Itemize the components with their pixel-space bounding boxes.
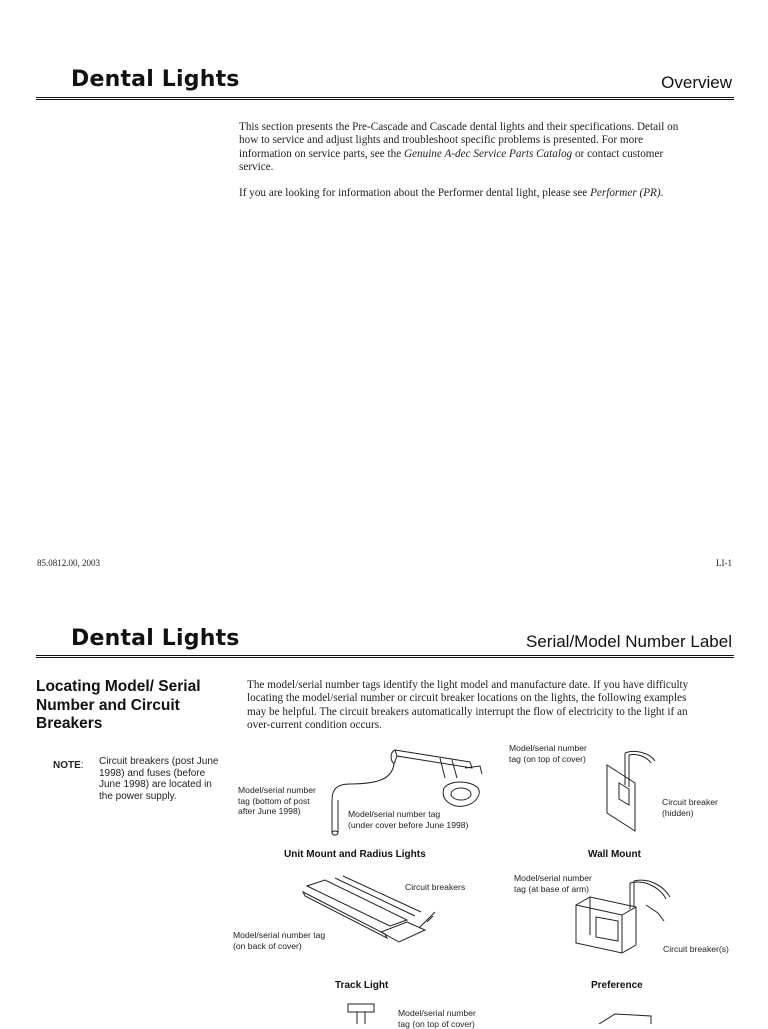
note-label: NOTE	[53, 760, 81, 771]
locating-heading: Locating Model/ Serial Number and Circuit Breakers	[36, 678, 201, 732]
preference-breaker-pointer	[646, 905, 664, 921]
page1-body	[239, 121, 679, 213]
unit-yoke	[440, 758, 457, 778]
page1-paragraph-1	[239, 121, 679, 174]
note-block	[53, 755, 84, 773]
page2-intro: The model/serial number tags identify the light model and manufacture date. If you have difficulty locating the model/serial number or circuit breaker locations on the lights, the following examples may be helpful. The circuit breakers automatically interrupt the flow of electricity to the light if an over-current condition occurs.	[247, 679, 689, 731]
note-text: Circuit breakers (post June 1998) and fuses (before June 1998) are located in the power supply.	[99, 756, 219, 802]
bottom-post-cap	[348, 1004, 374, 1012]
wall-arm	[625, 751, 655, 787]
bottom-cover-illustration	[595, 1010, 655, 1024]
unit-light-head	[443, 782, 479, 806]
wall-plate	[607, 765, 635, 831]
para1-text-b: or contact customer service.	[239, 147, 664, 173]
para2-text-b: .	[660, 187, 664, 200]
unit-mount-caption: Unit Mount and Radius Lights	[284, 849, 426, 860]
unit-handle	[465, 766, 482, 774]
page2-section-title: Serial/Model Number Label	[526, 632, 732, 651]
para1-text-a: This section presents the Pre-Cascade and Cascade dental lights and their specifications. Detail on how to service and adjust lights and troubleshoot specific problems is presented. For more information on service parts, see the	[239, 121, 679, 160]
preference-tag-label: Model/serial number tag (at base of arm)	[514, 873, 592, 894]
track-breakers-label: Circuit breakers	[405, 882, 466, 892]
wall-cover-box	[619, 783, 629, 805]
page1-footer-page-number: LI-1	[716, 558, 732, 568]
track-tag-label: Model/serial number tag (on back of cover)	[233, 930, 326, 951]
performer-reference: Performer (PR)	[590, 187, 661, 200]
unit-arm	[395, 750, 472, 768]
preference-cabinet	[576, 897, 636, 953]
page2-title: Dental Lights	[71, 626, 240, 651]
wall-tag-label: Model/serial number tag (on top of cover)	[509, 743, 587, 764]
preference-caption: Preference	[591, 980, 643, 991]
unit-cover-tag-label: Model/serial number tag (under cover before June 1998)	[348, 809, 469, 830]
wall-mount-illustration	[595, 745, 665, 835]
unit-post-tag-label: Model/serial number tag (bottom of post after June 1998)	[238, 785, 316, 816]
parts-catalog-reference: Genuine A-dec Service Parts Catalog	[403, 147, 573, 160]
page1-footer-doc-number: 85.0812.00, 2003	[37, 558, 100, 568]
wall-mount-caption: Wall Mount	[588, 849, 641, 860]
page1-section-title: Overview	[661, 73, 732, 92]
bottom-post	[357, 1012, 365, 1024]
page2-header-rule	[36, 655, 734, 658]
track-light-caption: Track Light	[335, 980, 389, 991]
note-colon: :	[80, 760, 84, 771]
wall-breaker-label: Circuit breaker (hidden)	[662, 797, 718, 818]
track-breaker-pointer	[419, 912, 435, 928]
page1-title: Dental Lights	[71, 67, 240, 92]
bottom-light-post-illustration	[340, 998, 380, 1024]
unit-post-base	[332, 831, 338, 835]
unit-light-reflector	[451, 788, 471, 800]
preference-arm	[630, 880, 670, 909]
preference-breaker-label: Circuit breaker(s)	[663, 944, 729, 954]
page1-header-rule	[36, 97, 734, 100]
bottom-cover-outline	[599, 1014, 651, 1024]
page1-paragraph-2	[239, 187, 679, 200]
bottom-tag-label: Model/serial number tag (on top of cover)	[398, 1008, 476, 1029]
preference-window	[596, 917, 618, 941]
para2-text-a: If you are looking for information about the Performer dental light, please see	[239, 187, 591, 200]
